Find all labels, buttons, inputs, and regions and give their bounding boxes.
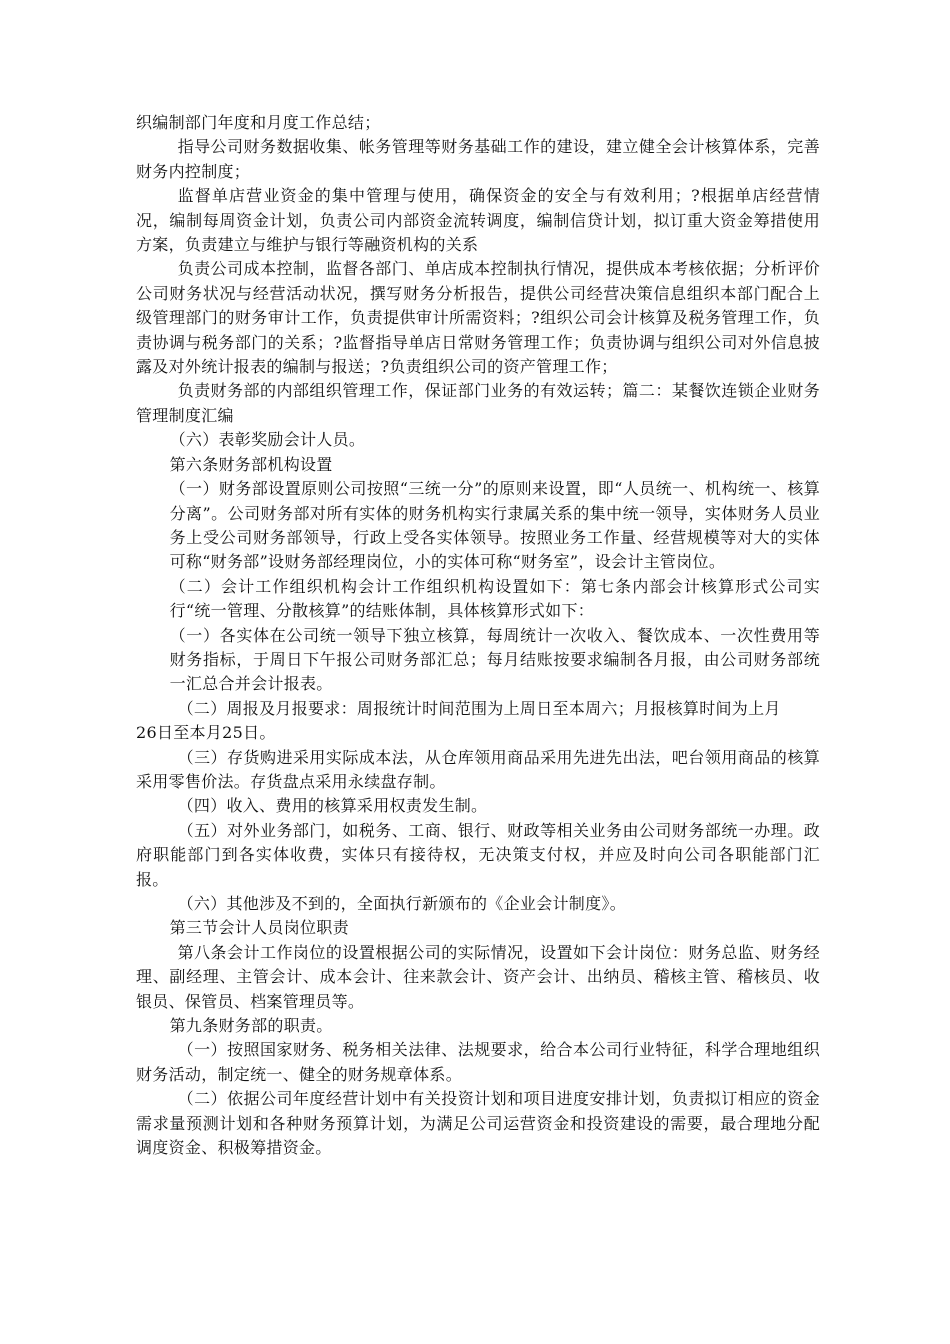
- paragraph: 第八条会计工作岗位的设置根据公司的实际情况，设置如下会计岗位：财务总监、财务经理、副经理、主管会计、成本会计、往来款会计、资产会计、出纳员、稽核主管、稽核员、收银员、保管员、档案管理员等。: [136, 942, 820, 1011]
- paragraph: （一）按照国家财务、税务相关法律、法规要求，给合本公司行业特征，科学合理地组织财务活动，制定统一、健全的财务规章体系。: [136, 1040, 820, 1084]
- paragraph: 织编制部门年度和月度工作总结；: [136, 113, 381, 132]
- paragraph: 指导公司财务数据收集、帐务管理等财务基础工作的建设，建立健全会计核算体系，完善财务内控制度；: [136, 137, 820, 181]
- paragraph: 第三节会计人员岗位职责: [169, 918, 349, 938]
- paragraph: 第九条财务部的职责。: [169, 1016, 333, 1036]
- paragraph: （六）表彰奖励会计人员。: [169, 430, 366, 450]
- document-body: [136, 111, 820, 1160]
- paragraph: （六）其他涉及不到的，全面执行新颁布的《企业会计制度》。: [177, 894, 626, 913]
- paragraph: 第六条财务部机构设置: [169, 454, 333, 474]
- paragraph: （二）会计工作组织机构会计工作组织机构设置如下：第七条内部会计核算形式公司实行“统一管理、分散核算”的结账体制，具体核算形式如下：: [169, 576, 820, 621]
- paragraph: 监督单店营业资金的集中管理与使用，确保资金的安全与有效利用；?根据单店经营情况，编制每周资金计划，负责公司内部资金流转调度，编制信贷计划，拟订重大资金筹措使用方案，负责建立与维护与银行等融资机构的关系: [136, 186, 820, 255]
- paragraph: （四）收入、费用的核算采用权责发生制。: [177, 796, 488, 816]
- paragraph: （二）周报及月报要求：周报统计时间范围为上周日至本周六；月报核算时间为上月: [177, 698, 781, 718]
- paragraph: （二）依据公司年度经营计划中有关投资计划和项目进度安排计划，负责拟订相应的资金需求量预测计划和各种财务预算计划，为满足公司运营资金和投资建设的需要，最合理地分配调度资金、积极筹措资金。: [136, 1089, 820, 1158]
- paragraph: 负责公司成本控制，监督各部门、单店成本控制执行情况，提供成本考核依据；分析评价公司财务状况与经营活动状况，撰写财务分析报告，提供公司经营决策信息组织本部门配合上级管理部门的财务审计工作，负责提供审计所需资料；?组织公司会计核算及税务管理工作，负责协调与税务部门的关系；?监督指导单店日常财务管理工作；负责协调与组织公司对外信息披露及对外统计报表的编制与报送；?负责组织公司的资产管理工作；: [136, 259, 820, 377]
- paragraph: （三）存货购进采用实际成本法，从仓库领用商品采用先进先出法，吧台领用商品的核算采用零售价法。存货盘点采用永续盘存制。: [136, 747, 820, 791]
- paragraph: 负责财务部的内部组织管理工作，保证部门业务的有效运转；篇二：某餐饮连锁企业财务管理制度汇编: [136, 381, 820, 425]
- paragraph: （一）各实体在公司统一领导下独立核算，每周统计一次收入、餐饮成本、一次性费用等财务指标，于周日下午报公司财务部汇总；每月结账按要求编制各月报，由公司财务部统一汇总合并会计报表。: [169, 625, 820, 694]
- paragraph: 26日至本月25日。: [136, 723, 276, 743]
- paragraph: （五）对外业务部门，如税务、工商、银行、财政等相关业务由公司财务部统一办理。政府职能部门到各实体收费，实体只有接待权，无决策支付权，并应及时向公司各职能部门汇报。: [136, 820, 820, 889]
- paragraph: （一）财务部设置原则公司按照“三统一分”的原则来设置，即“人员统一、机构统一、核算分离”。公司财务部对所有实体的财务机构实行隶属关系的集中统一领导，实体财务人员业务上受公司财务部领导，行政上受各实体领导。按照业务工作量、经营规模等对大的实体可称“财务部”设财务部经理岗位，小的实体可称“财务室”，设会计主管岗位。: [169, 479, 820, 572]
